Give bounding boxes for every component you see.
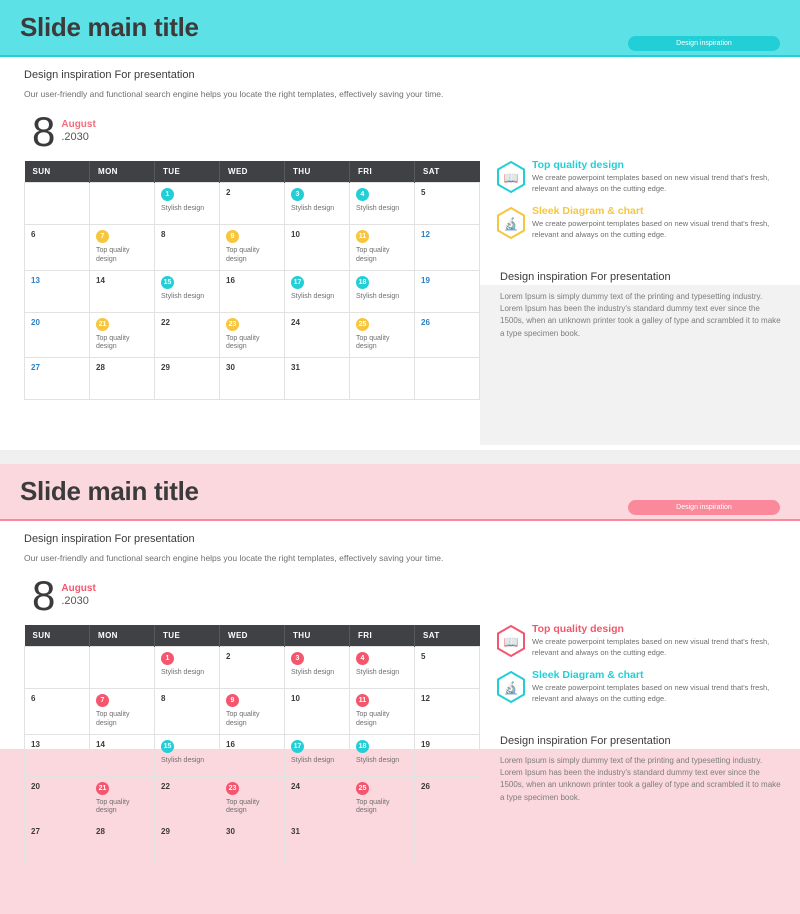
day-number: 10 (291, 694, 300, 703)
calendar-day-cell[interactable] (285, 358, 350, 400)
day-number-badge: 1 (161, 652, 174, 665)
calendar-weekday-fri: FRI (350, 625, 415, 647)
feature-description: We create powerpoint templates based on new visual trend that's fresh, relevant and always on the cutting edge. (532, 218, 770, 239)
info-panel-body: Lorem Ipsum is simply dummy text of the printing and typesetting industry. Lorem Ipsum has been the industry's standard dummy text ever since the 1500s, when an unknown printer took a galley of type and scrambled it to make a type specimen book. (500, 291, 781, 338)
day-event-label: Stylish design (356, 669, 400, 676)
calendar-day-cell[interactable] (90, 312, 155, 358)
day-number: 24 (291, 781, 300, 791)
calendar-day-cell[interactable] (155, 689, 220, 735)
calendar-weekday-tue: TUE (155, 161, 220, 183)
calendar-day-cell[interactable] (350, 270, 415, 312)
microscope-hexagon-icon (494, 669, 528, 703)
day-number: 20 (31, 317, 40, 327)
calendar-day-cell[interactable] (350, 647, 415, 689)
calendar-column (0, 615, 480, 864)
calendar-day-cell[interactable] (25, 647, 90, 689)
day-event-label: Stylish design (161, 205, 205, 212)
date-block (32, 108, 800, 155)
day-number: 8 (161, 694, 166, 703)
day-number-badge: 17 (291, 276, 304, 289)
calendar-day-cell[interactable] (155, 312, 220, 358)
day-number: 12 (421, 230, 430, 239)
calendar-week-row (25, 689, 480, 735)
day-number-badge: 4 (356, 188, 369, 201)
info-panel-title: Design inspiration For presentation (500, 734, 671, 747)
day-number: 13 (31, 275, 40, 285)
calendar-day-cell[interactable] (285, 776, 350, 822)
day-event-label: Stylish design (161, 756, 205, 764)
calendar-day-cell[interactable] (90, 358, 155, 400)
day-number: 22 (161, 781, 170, 791)
calendar-week-row (25, 225, 480, 271)
day-number-badge: 25 (356, 782, 369, 795)
feature-item (494, 205, 786, 241)
day-event-label: Stylish design (291, 205, 335, 212)
day-event-label: Top quality design (356, 247, 390, 263)
calendar-day-cell[interactable] (285, 689, 350, 735)
calendar-day-cell[interactable] (350, 225, 415, 271)
calendar-day-cell[interactable] (90, 822, 155, 864)
day-number: 31 (291, 827, 300, 836)
day-number: 10 (291, 230, 300, 239)
calendar-table (24, 625, 480, 864)
calendar-table (24, 161, 480, 400)
calendar-weekday-mon: MON (90, 625, 155, 647)
day-number: 5 (421, 652, 426, 661)
calendar-day-cell[interactable] (350, 734, 415, 776)
calendar-day-cell[interactable] (155, 822, 220, 864)
day-number: 30 (226, 363, 235, 372)
calendar-day-cell[interactable] (90, 734, 155, 776)
calendar-week-row (25, 270, 480, 312)
day-event-label: Top quality design (356, 334, 390, 351)
header-badge-label: Design inspiration (676, 504, 732, 511)
day-event-label: Stylish design (161, 669, 205, 676)
calendar-week-row (25, 358, 480, 400)
feature-description: We create powerpoint templates based on new visual trend that's fresh, relevant and always on the cutting edge. (532, 173, 770, 193)
calendar-day-cell[interactable] (350, 183, 415, 225)
date-day: 8 (32, 572, 56, 619)
calendar-day-cell[interactable] (415, 689, 480, 735)
calendar-day-cell[interactable] (220, 822, 285, 864)
day-number-badge: 21 (96, 318, 109, 331)
day-number: 14 (96, 739, 105, 749)
slide-2-header (0, 464, 800, 519)
calendar-weekday-mon: MON (90, 161, 155, 183)
feature-item (494, 669, 786, 705)
calendar-week-row (25, 647, 480, 689)
calendar-day-cell[interactable] (285, 270, 350, 312)
calendar-day-cell[interactable] (25, 183, 90, 225)
calendar-weekday-sat: SAT (415, 625, 480, 647)
calendar-day-cell[interactable] (220, 270, 285, 312)
feature-title: Sleek Diagram & chart (532, 204, 644, 217)
book-hexagon-icon (494, 159, 528, 193)
day-number: 26 (421, 317, 430, 327)
calendar-weekday-wed: WED (220, 625, 285, 647)
feature-title: Top quality design (532, 159, 624, 171)
day-number-badge: 23 (226, 318, 239, 331)
calendar-weekday-thu: THU (285, 625, 350, 647)
info-panel-title: Design inspiration For presentation (500, 270, 671, 283)
header-badge-label: Design inspiration (676, 40, 732, 47)
day-number: 22 (161, 317, 170, 327)
day-number: 5 (421, 188, 426, 197)
calendar-day-cell[interactable] (350, 358, 415, 400)
calendar-day-cell[interactable] (220, 647, 285, 689)
calendar-weekday-sun: SUN (25, 625, 90, 647)
day-event-label: Top quality design (356, 798, 390, 815)
calendar-day-cell[interactable] (90, 270, 155, 312)
day-number: 19 (421, 739, 430, 749)
svg-text:🔬: 🔬 (503, 680, 519, 695)
calendar-day-cell[interactable] (285, 822, 350, 864)
calendar-day-cell[interactable] (415, 734, 480, 776)
day-number: 16 (226, 275, 235, 285)
calendar-day-cell[interactable] (220, 358, 285, 400)
slide-1-header (0, 0, 800, 55)
svg-text:🔬: 🔬 (503, 216, 519, 231)
calendar-day-cell[interactable] (25, 776, 90, 822)
side-column (480, 615, 800, 864)
calendar-day-cell[interactable] (155, 183, 220, 225)
calendar-day-cell[interactable] (90, 689, 155, 735)
feature-item (494, 159, 786, 195)
day-number: 6 (31, 230, 36, 239)
calendar-day-cell[interactable] (90, 183, 155, 225)
calendar-day-cell[interactable] (220, 183, 285, 225)
feature-title: Sleek Diagram & chart (532, 668, 644, 681)
page-title: Slide main title (20, 476, 199, 506)
day-number-badge: 1 (161, 188, 174, 201)
svg-text:📖: 📖 (503, 171, 519, 185)
calendar-day-cell[interactable] (350, 776, 415, 822)
calendar-day-cell[interactable] (415, 647, 480, 689)
day-number: 6 (31, 694, 36, 703)
date-day: 8 (32, 108, 56, 155)
day-number: 12 (421, 694, 430, 703)
day-event-label: Top quality design (96, 798, 130, 815)
subtext: Our user-friendly and functional search engine helps you locate the right templates, effectively saving your time. (24, 553, 444, 563)
calendar-week-row (25, 776, 480, 822)
page-title: Slide main title (20, 12, 199, 42)
calendar-day-cell[interactable] (285, 647, 350, 689)
day-number: 8 (161, 230, 166, 239)
calendar-day-cell[interactable] (25, 734, 90, 776)
svg-text:📖: 📖 (503, 635, 519, 649)
calendar-day-cell[interactable] (90, 647, 155, 689)
day-event-label: Stylish design (356, 292, 400, 300)
calendar-week-row (25, 822, 480, 864)
day-number: 16 (226, 739, 235, 749)
date-year: .2030 (61, 595, 89, 607)
day-number: 31 (291, 363, 300, 372)
day-number-badge: 15 (161, 276, 174, 289)
day-number: 30 (226, 827, 235, 836)
calendar-day-cell[interactable] (285, 312, 350, 358)
calendar-day-cell[interactable] (25, 270, 90, 312)
calendar-day-cell[interactable] (220, 776, 285, 822)
calendar-day-cell[interactable] (155, 358, 220, 400)
calendar-weekday-sun: SUN (25, 161, 90, 183)
feature-description: We create powerpoint templates based on new visual trend that's fresh, relevant and always on the cutting edge. (532, 637, 770, 657)
info-panel-body: Lorem Ipsum is simply dummy text of the printing and typesetting industry. Lorem Ipsum has been the industry's standard dummy text ever since the 1500s, when an unknown printer took a galley of type and scrambled it to make a type specimen book. (500, 755, 781, 802)
calendar-day-cell[interactable] (350, 689, 415, 735)
calendar-week-row (25, 734, 480, 776)
calendar-week-row (25, 183, 480, 225)
day-number-badge: 9 (226, 230, 239, 243)
day-event-label: Stylish design (291, 292, 335, 300)
day-event-label: Top quality design (96, 711, 130, 727)
calendar-weekday-tue: TUE (155, 625, 220, 647)
day-event-label: Stylish design (291, 669, 335, 676)
calendar-day-cell[interactable] (25, 225, 90, 271)
calendar-day-cell[interactable] (25, 312, 90, 358)
calendar-header-row (25, 625, 480, 647)
day-number-badge: 7 (96, 694, 109, 707)
subheading: Design inspiration For presentation (24, 533, 195, 545)
day-number-badge: 17 (291, 740, 304, 753)
day-number-badge: 23 (226, 782, 239, 795)
day-event-label: Top quality design (226, 798, 260, 815)
calendar-day-cell[interactable] (415, 358, 480, 400)
book-hexagon-icon (494, 623, 528, 657)
calendar-day-cell[interactable] (25, 689, 90, 735)
day-event-label: Top quality design (96, 334, 130, 351)
side-column (480, 151, 800, 400)
day-number: 29 (161, 827, 170, 836)
calendar-day-cell[interactable] (415, 270, 480, 312)
day-number: 13 (31, 739, 40, 749)
day-number-badge: 25 (356, 318, 369, 331)
calendar-day-cell[interactable] (220, 225, 285, 271)
day-number-badge: 15 (161, 740, 174, 753)
calendar-day-cell[interactable] (415, 225, 480, 271)
subheading: Design inspiration For presentation (24, 69, 195, 81)
day-number-badge: 21 (96, 782, 109, 795)
header-badge[interactable] (628, 500, 780, 515)
calendar-day-cell[interactable] (415, 312, 480, 358)
date-block (32, 572, 800, 619)
day-number: 14 (96, 275, 105, 285)
day-number-badge: 7 (96, 230, 109, 243)
day-event-label: Top quality design (356, 711, 390, 727)
day-event-label: Top quality design (226, 711, 260, 727)
calendar-day-cell[interactable] (220, 312, 285, 358)
calendar-day-cell[interactable] (90, 776, 155, 822)
day-event-label: Top quality design (226, 334, 260, 351)
date-month: August (61, 119, 96, 130)
microscope-hexagon-icon (494, 205, 528, 239)
day-number-badge: 18 (356, 740, 369, 753)
info-panel (494, 257, 786, 351)
day-number: 27 (31, 363, 40, 372)
feature-description: We create powerpoint templates based on new visual trend that's fresh, relevant and always on the cutting edge. (532, 682, 770, 703)
day-number-badge: 3 (291, 188, 304, 201)
subtext: Our user-friendly and functional search engine helps you locate the right templates, effectively saving your time. (24, 89, 444, 99)
calendar-weekday-sat: SAT (415, 161, 480, 183)
day-number-badge: 9 (226, 694, 239, 707)
day-event-label: Top quality design (96, 247, 130, 263)
calendar-day-cell[interactable] (415, 776, 480, 822)
info-panel (494, 721, 786, 815)
day-event-label: Stylish design (356, 756, 400, 764)
day-number-badge: 11 (356, 694, 369, 707)
slide-2 (0, 464, 800, 914)
day-number: 24 (291, 317, 300, 327)
day-number: 2 (226, 188, 231, 197)
calendar-day-cell[interactable] (155, 647, 220, 689)
calendar-day-cell[interactable] (155, 270, 220, 312)
day-number: 28 (96, 827, 105, 836)
calendar-weekday-wed: WED (220, 161, 285, 183)
day-number-badge: 3 (291, 652, 304, 665)
day-number-badge: 18 (356, 276, 369, 289)
calendar-day-cell[interactable] (90, 225, 155, 271)
header-badge[interactable] (628, 36, 780, 51)
calendar-weekday-thu: THU (285, 161, 350, 183)
day-event-label: Stylish design (161, 292, 205, 300)
day-number: 28 (96, 363, 105, 372)
date-year: .2030 (61, 131, 89, 143)
day-number: 27 (31, 827, 40, 836)
day-number: 20 (31, 781, 40, 791)
day-event-label: Stylish design (291, 756, 335, 764)
calendar-day-cell[interactable] (285, 225, 350, 271)
day-number-badge: 11 (356, 230, 369, 243)
calendar-day-cell[interactable] (350, 822, 415, 864)
calendar-column (0, 151, 480, 400)
calendar-day-cell[interactable] (220, 689, 285, 735)
calendar-day-cell[interactable] (25, 358, 90, 400)
slide-separator (0, 450, 800, 464)
calendar-day-cell[interactable] (220, 734, 285, 776)
calendar-day-cell[interactable] (155, 225, 220, 271)
calendar-weekday-fri: FRI (350, 161, 415, 183)
feature-item (494, 623, 786, 659)
calendar-day-cell[interactable] (155, 734, 220, 776)
day-number: 29 (161, 363, 170, 372)
calendar-day-cell[interactable] (25, 822, 90, 864)
day-number: 19 (421, 275, 430, 285)
day-number: 26 (421, 781, 430, 791)
calendar-day-cell[interactable] (285, 734, 350, 776)
feature-title: Top quality design (532, 623, 624, 635)
day-number: 2 (226, 652, 231, 661)
calendar-day-cell[interactable] (415, 183, 480, 225)
date-month: August (61, 583, 96, 594)
calendar-day-cell[interactable] (415, 822, 480, 864)
day-number-badge: 4 (356, 652, 369, 665)
slide-1 (0, 0, 800, 450)
day-event-label: Top quality design (226, 247, 260, 263)
day-event-label: Stylish design (356, 205, 400, 212)
calendar-day-cell[interactable] (285, 183, 350, 225)
calendar-header-row (25, 161, 480, 183)
calendar-day-cell[interactable] (155, 776, 220, 822)
calendar-week-row (25, 312, 480, 358)
calendar-day-cell[interactable] (350, 312, 415, 358)
